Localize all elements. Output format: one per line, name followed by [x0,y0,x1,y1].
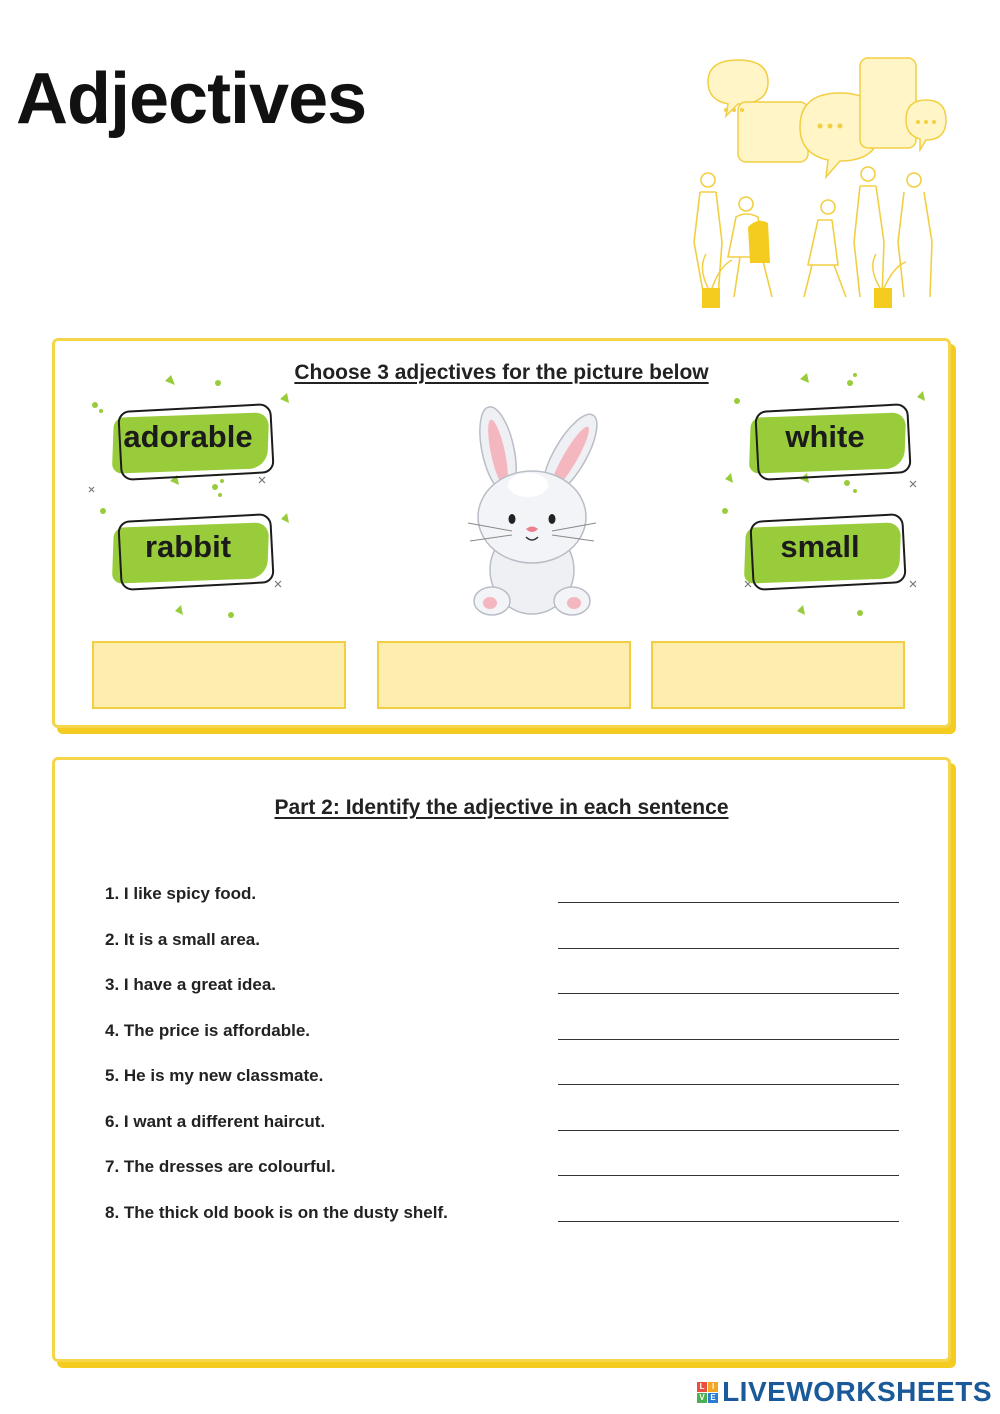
people-chatting-illustration [678,52,958,317]
sentence-3: 3. I have a great idea. [105,975,277,994]
word-option-small[interactable] [745,517,895,579]
answer-slot-3[interactable] [651,641,905,709]
answer-slot-1[interactable] [92,641,346,709]
word-option-label: small [780,529,860,564]
answer-line-5[interactable] [558,1084,899,1085]
sentence-4: 4. The price is affordable. [105,1021,311,1040]
answer-line-3[interactable] [558,993,899,994]
word-option-label: adorable [123,419,253,454]
brand-name: LIVEWORKSHEETS [722,1376,992,1407]
sentence-8: 8. The thick old book is on the dusty shelf. [105,1203,448,1222]
rabbit-illustration [440,405,625,620]
answer-line-6[interactable] [558,1130,899,1131]
sentence-2: 2. It is a small area. [105,930,260,949]
part1-heading: Choose 3 adjectives for the picture below [294,361,709,384]
part2-heading: Part 2: Identify the adjective in each sentence [274,796,729,819]
sentence-1: 1. I like spicy food. [105,884,257,903]
answer-line-7[interactable] [558,1175,899,1176]
answer-line-4[interactable] [558,1039,899,1040]
answer-line-1[interactable] [558,902,899,903]
sentence-6: 6. I want a different haircut. [105,1112,326,1131]
page-title: Adjectives [16,59,367,139]
answer-line-2[interactable] [558,948,899,949]
sentence-5: 5. He is my new classmate. [105,1066,324,1085]
word-option-adorable[interactable] [113,407,263,469]
word-option-label: white [785,419,865,454]
word-option-rabbit[interactable] [113,517,263,579]
liveworksheets-brand [697,1376,992,1408]
answer-line-8[interactable] [558,1221,899,1222]
sentence-7: 7. The dresses are colourful. [105,1157,336,1176]
part2-panel [52,757,951,1362]
liveworksheets-logo: L I V E [697,1382,718,1403]
answer-slot-2[interactable] [377,641,631,709]
word-option-white[interactable] [750,407,900,469]
word-option-label: rabbit [144,529,232,564]
part1-panel [52,338,951,728]
